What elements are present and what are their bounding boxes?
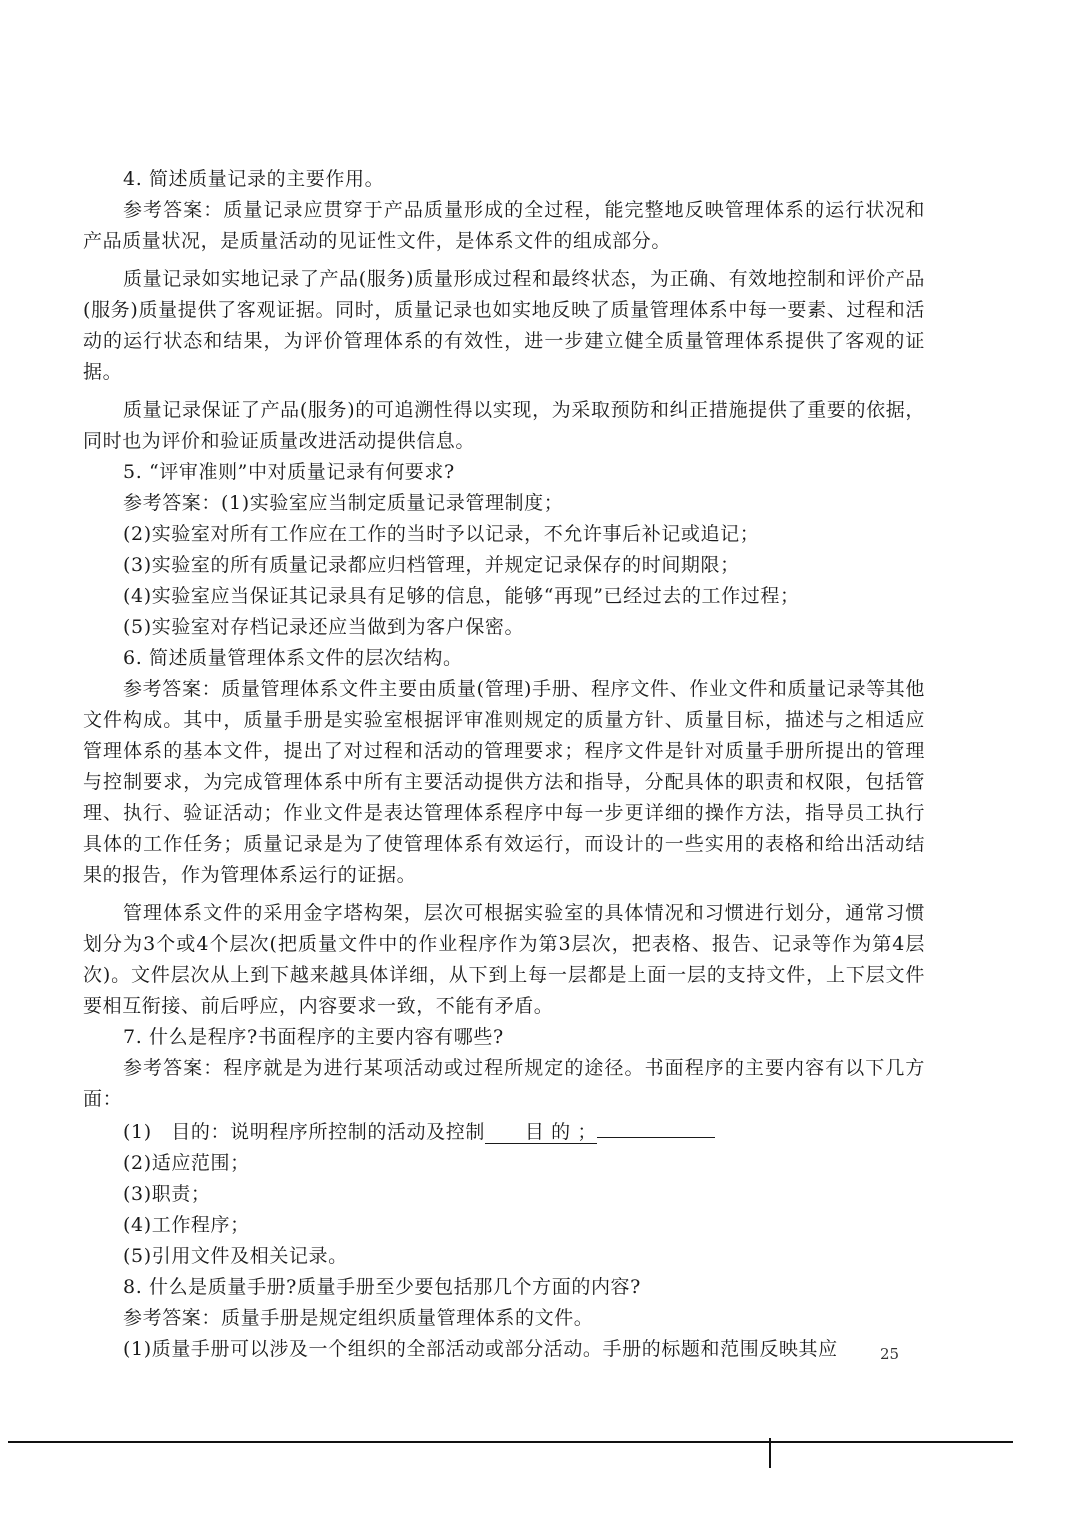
- question-6: 6. 简述质量管理体系文件的层次结构。: [123, 647, 463, 669]
- footer-rule: [8, 1441, 1013, 1443]
- body-text: [83, 164, 925, 1365]
- question-4: 4. 简述质量记录的主要作用。: [123, 168, 385, 190]
- answer-7-item-5: (5)引用文件及相关记录。: [123, 1245, 348, 1267]
- item-1-underlined-text: 目 的 ；: [485, 1121, 597, 1144]
- answer-8-intro: 参考答案：质量手册是规定组织质量管理体系的文件。: [123, 1307, 594, 1329]
- answer-7-item-4: (4)工作程序；: [123, 1214, 250, 1236]
- answer-6-paragraph-2: 管理体系文件的采用金字塔构架，层次可根据实验室的具体情况和习惯进行划分，通常习惯划分为3个或4个层次(把质量文件中的作业程序作为第3层次，把表格、报告、记录等作为第4层次)。文件层次从上到下越来越具体详细，从下到上每一层都是上面一层的支持文件，上下层文件要相互衔接、前后呼应，内容要求一致，不能有矛盾。: [83, 902, 925, 1017]
- item-1-prefix: (1) 目的：说明程序所控制的活动及控制: [123, 1121, 485, 1143]
- page-number: 25: [880, 1345, 900, 1363]
- answer-5-item-3: (3)实验室的所有质量记录都应归档管理，并规定记录保存的时间期限；: [123, 554, 740, 576]
- answer-7-item-3: (3)职责；: [123, 1183, 211, 1205]
- answer-7-item-2: (2)适应范围；: [123, 1152, 250, 1174]
- answer-8-item-1: (1)质量手册可以涉及一个组织的全部活动或部分活动。手册的标题和范围反映其应: [123, 1338, 838, 1360]
- question-8: 8. 什么是质量手册?质量手册至少要包括那几个方面的内容?: [123, 1276, 641, 1298]
- answer-7-item-1: [83, 1115, 925, 1148]
- item-1-blank-line: [597, 1115, 715, 1138]
- answer-5-item-5: (5)实验室对存档记录还应当做到为客户保密。: [123, 616, 525, 638]
- footer-tick-mark: [769, 1438, 771, 1468]
- answer-4-paragraph-2: 质量记录如实地记录了产品(服务)质量形成过程和最终状态，为正确、有效地控制和评价产品(服务)质量提供了客观证据。同时，质量记录也如实地反映了质量管理体系中每一要素、过程和活动的运行状态和结果，为评价管理体系的有效性，进一步建立健全质量管理体系提供了客观的证据。: [83, 268, 925, 383]
- answer-4-paragraph-1: 参考答案：质量记录应贯穿于产品质量形成的全过程，能完整地反映管理体系的运行状况和产品质量状况，是质量活动的见证性文件，是体系文件的组成部分。: [83, 199, 925, 252]
- answer-4-paragraph-3: 质量记录保证了产品(服务)的可追溯性得以实现，为采取预防和纠正措施提供了重要的依据，同时也为评价和验证质量改进活动提供信息。: [83, 399, 925, 452]
- question-5: 5. “评审准则”中对质量记录有何要求?: [123, 461, 455, 483]
- answer-5-item-1: 参考答案：(1)实验室应当制定质量记录管理制度；: [123, 492, 564, 514]
- answer-7-intro: 参考答案：程序就是为进行某项活动或过程所规定的途径。书面程序的主要内容有以下几方面：: [83, 1057, 925, 1110]
- answer-5-item-4: (4)实验室应当保证其记录具有足够的信息，能够“再现”已经过去的工作过程；: [123, 585, 800, 607]
- answer-6-paragraph-1: 参考答案：质量管理体系文件主要由质量(管理)手册、程序文件、作业文件和质量记录等其他文件构成。其中，质量手册是实验室根据评审准则规定的质量方针、质量目标，描述与之相适应管理体系的基本文件，提出了对过程和活动的管理要求；程序文件是针对质量手册所提出的管理与控制要求，为完成管理体系中所有主要活动提供方法和指导，分配具体的职责和权限，包括管理、执行、验证活动；作业文件是表达管理体系程序中每一步更详细的操作方法，指导员工执行具体的工作任务；质量记录是为了使管理体系有效运行，而设计的一些实用的表格和给出活动结果的报告，作为管理体系运行的证据。: [83, 678, 925, 886]
- answer-5-item-2: (2)实验室对所有工作应在工作的当时予以记录，不允许事后补记或追记；: [123, 523, 760, 545]
- question-7: 7. 什么是程序?书面程序的主要内容有哪些?: [123, 1026, 504, 1048]
